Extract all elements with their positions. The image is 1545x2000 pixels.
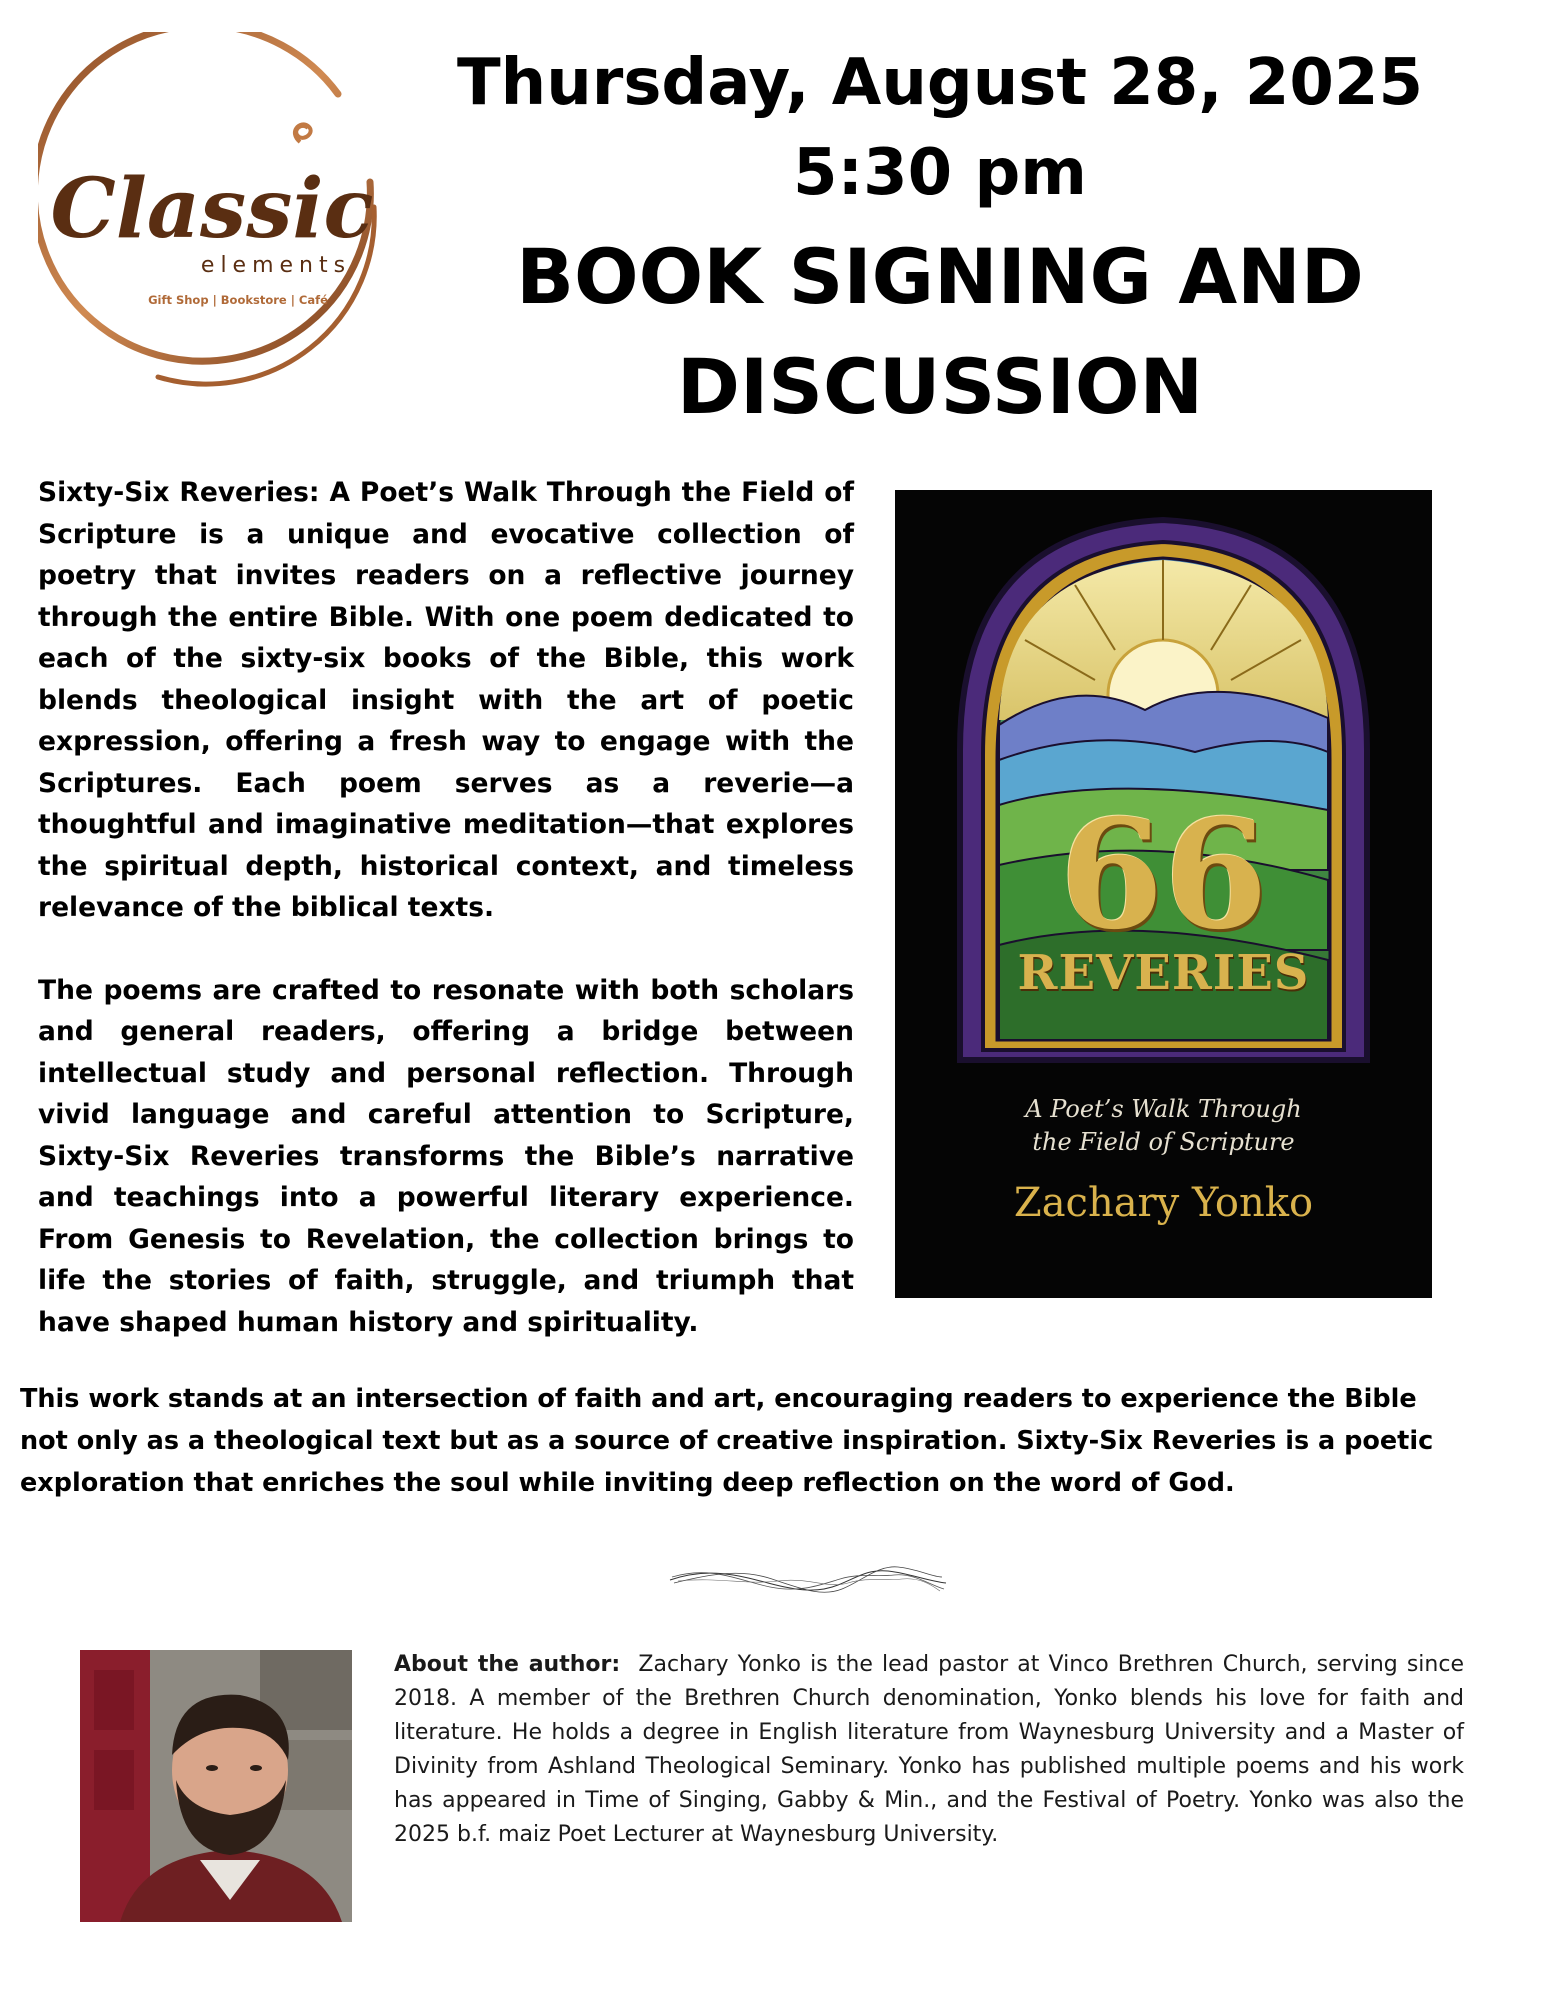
cover-subtitle-line2: the Field of Scripture — [1032, 1128, 1295, 1156]
logo-brand-subtext: elements — [200, 253, 352, 278]
event-date: Thursday, August 28, 2025 — [456, 46, 1424, 120]
closing-paragraph: This work stands at an intersection of faith and art, encouraging readers to experience the Bible not only as a theological text but as a source of creative inspiration. Sixty-Six Reveries is a poetic exploration that enriches the soul while inviting deep reflection on the word of God. — [20, 1384, 1434, 1498]
logo-brand-text: Classic — [50, 161, 374, 257]
logo-tagline: Gift Shop | Bookstore | Café — [148, 293, 328, 307]
book-cover-image — [895, 490, 1432, 1298]
about-author — [394, 1648, 1464, 1852]
description-paragraph-2: The poems are crafted to resonate with both scholars and general readers, offering a bridge between intellectual study and personal reflection. Through vivid language and careful attention to Scripture, Sixty-Six Reveries transforms the Bible’s narrative and teachings into a powerful literary experience. From Genesis to Revelation, the collection brings to life the stories of faith, struggle, and triumph that have shaped human history and spirituality. — [38, 974, 854, 1338]
book-description — [38, 472, 854, 1384]
event-header — [410, 38, 1470, 442]
store-logo — [38, 32, 396, 392]
author-photo — [80, 1650, 352, 1922]
cover-author: Zachary Yonko — [1013, 1180, 1314, 1226]
cover-subtitle-line1: A Poet’s Walk Through — [1025, 1095, 1302, 1123]
decorative-divider — [668, 1555, 948, 1605]
cover-number: 66 — [1059, 787, 1268, 963]
about-author-text: Zachary Yonko is the lead pastor at Vinco Brethren Church, serving since 2018. A member of the Brethren Church denomination, Yonko blends his love for faith and literature. He holds a degree in English literature from Waynesburg University and a Master of Divinity from Ashland Theological Seminary. Yonko has published multiple poems and his work has appeared in Time of Singing, Gabby & Min., and the Festival of Poetry. Yonko was also the 2025 b.f. maiz Poet Lecturer at Waynesburg University. — [394, 1652, 1464, 1847]
about-author-label: About the author: — [394, 1652, 621, 1677]
event-time: 5:30 pm — [793, 136, 1087, 210]
event-title-line1: BOOK SIGNING AND — [516, 232, 1364, 321]
description-paragraph-1: Sixty-Six Reveries: A Poet’s Walk Through the Field of Scripture is a unique and evocative collection of poetry that invites readers on a reflective journey through the entire Bible. With one poem dedicated to each of the sixty-six books of the Bible, this work blends theological insight with the art of poetic expression, offering a fresh way to engage with the Scriptures. Each poem serves as a reverie—a thoughtful and imaginative meditation—that explores the spiritual depth, historical context, and timeless relevance of the biblical texts. — [38, 477, 854, 923]
event-title-line2: DISCUSSION — [676, 342, 1204, 431]
cover-title-word: REVERIES — [1017, 945, 1310, 1001]
